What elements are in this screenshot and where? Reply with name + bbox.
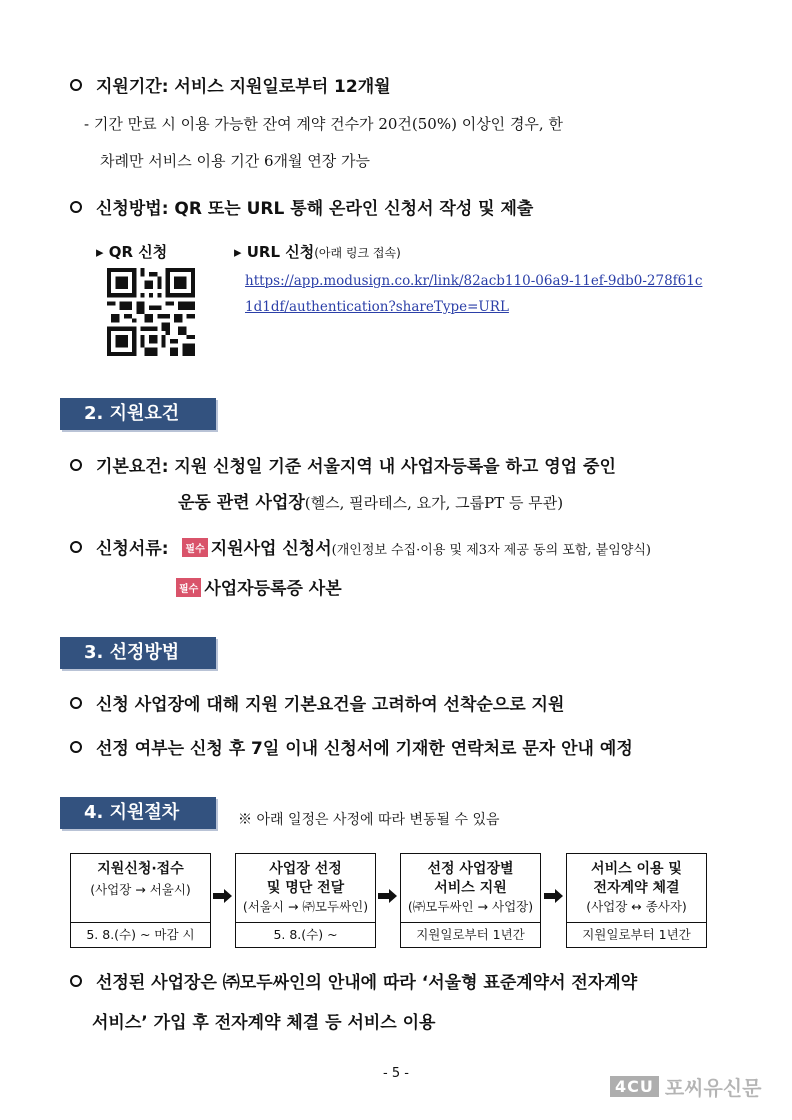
step-date: 지원일로부터 1년간	[567, 922, 706, 947]
step-date: 5. 8.(수) ~	[236, 922, 375, 947]
bullet-circle-icon	[70, 201, 82, 213]
page-number: - 5 -	[383, 1066, 409, 1081]
step-title: 지원신청·접수	[97, 861, 184, 877]
required-badge: 필수	[176, 578, 201, 597]
basic-requirement-continued	[178, 488, 563, 513]
document-2	[176, 574, 342, 599]
documents-item	[70, 534, 651, 559]
document-2-name: 사업자등록증 사본	[204, 579, 342, 599]
basic-requirement-item	[70, 452, 616, 477]
document-1-name: 지원사업 신청서	[210, 539, 332, 559]
step-date: 지원일로부터 1년간	[401, 922, 540, 947]
qr-code-icon[interactable]	[107, 268, 195, 356]
step-sub: (서울시 → ㈜모두싸인)	[242, 899, 369, 914]
bullet-circle-icon	[70, 541, 82, 553]
arrow-right-icon	[378, 888, 398, 904]
section-heading-requirements: 2. 지원요건	[60, 398, 216, 430]
step-1-box	[70, 853, 211, 948]
bullet-circle-icon	[70, 741, 82, 753]
schedule-note: ※ 아래 일정은 사정에 따라 변동될 수 있음	[238, 812, 500, 828]
bullet-circle-icon	[70, 975, 82, 987]
step-4-box	[566, 853, 707, 948]
bullet-circle-icon	[70, 459, 82, 471]
closing-item	[70, 968, 637, 993]
selection-item-2-text: 선정 여부는 신청 후 7일 이내 신청서에 기재한 연락처로 문자 안내 예정	[96, 739, 633, 759]
step-sub: (㈜모두싸인 → 사업장)	[407, 899, 534, 914]
step-title-2: 전자계약 체결	[593, 880, 680, 896]
method-label: 신청방법: QR 또는 URL 통해 온라인 신청서 작성 및 제출	[96, 199, 534, 219]
url-apply-row	[234, 241, 401, 262]
selection-item-1	[70, 690, 564, 715]
step-title: 사업장 선정	[269, 861, 342, 877]
watermark-logo: 4CU	[610, 1076, 659, 1097]
period-item	[70, 72, 391, 97]
bullet-circle-icon	[70, 79, 82, 91]
step-title-2: 및 명단 전달	[266, 880, 345, 896]
step-title-2: 서비스 지원	[434, 880, 507, 896]
basic-requirement-note: (헬스, 필라테스, 요가, 그룹PT 등 무관)	[304, 494, 564, 512]
period-note-line1: - 기간 만료 시 이용 가능한 잔여 계약 건수가 20건(50%) 이상인 경우, 한	[84, 115, 563, 133]
step-2-box	[235, 853, 376, 948]
selection-item-2	[70, 734, 633, 759]
step-sub: (사업장 ↔ 종사자)	[586, 899, 687, 914]
step-title: 서비스 이용 및	[591, 861, 682, 877]
closing-line1: 선정된 사업장은 ㈜모두싸인의 안내에 따라 ‘서울형 표준계약서 전자계약	[96, 973, 638, 993]
period-label: 지원기간: 서비스 지원일로부터 12개월	[96, 77, 391, 97]
watermark-text: 포씨유신문	[664, 1075, 762, 1100]
section-heading-procedure: 4. 지원절차	[60, 797, 216, 829]
method-item	[70, 194, 533, 219]
qr-apply-label: ▸ QR 신청	[96, 243, 168, 261]
step-sub: (사업장 → 서울시)	[90, 882, 191, 897]
documents-label: 신청서류:	[96, 539, 169, 559]
watermark	[610, 1070, 761, 1102]
document-1	[182, 539, 651, 559]
basic-requirement-label: 기본요건: 지원 신청일 기준 서울지역 내 사업자등록을 하고 영업 중인	[96, 457, 616, 477]
section-heading-selection: 3. 선정방법	[60, 637, 216, 669]
basic-requirement-bold: 운동 관련 사업장	[178, 493, 305, 513]
period-note-line2: 차례만 서비스 이용 기간 6개월 연장 가능	[100, 152, 370, 170]
bullet-circle-icon	[70, 697, 82, 709]
required-badge: 필수	[182, 538, 207, 557]
step-title: 선정 사업장별	[427, 861, 514, 877]
url-apply-note: (아래 링크 접속)	[314, 246, 401, 260]
arrow-right-icon	[213, 888, 233, 904]
step-3-box	[400, 853, 541, 948]
arrow-right-icon	[544, 888, 564, 904]
selection-item-1-text: 신청 사업장에 대해 지원 기본요건을 고려하여 선착순으로 지원	[96, 695, 565, 715]
step-date: 5. 8.(수) ~ 마감 시	[71, 922, 210, 947]
apply-url-link-line2[interactable]: 1d1df/authentication?shareType=URL	[245, 299, 509, 315]
closing-line2: 서비스’ 가입 후 전자계약 체결 등 서비스 이용	[92, 1013, 436, 1033]
document-1-note: (개인정보 수집·이용 및 제3자 제공 동의 포함, 붙임양식)	[331, 543, 651, 558]
url-apply-label: ▸ URL 신청	[234, 243, 315, 261]
apply-url-link-line1[interactable]: https://app.modusign.co.kr/link/82acb110-06a9-11ef-9db0-278f61c	[245, 273, 703, 289]
